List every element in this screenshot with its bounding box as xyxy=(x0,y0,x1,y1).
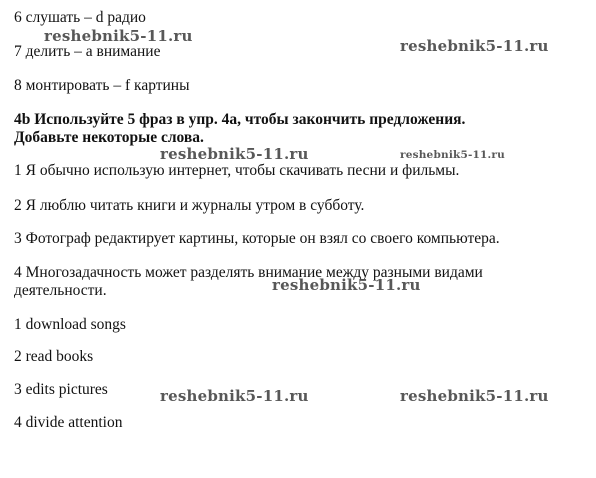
matching-item-6: 6 слушать – d радио xyxy=(14,9,146,26)
watermark: reshebnik5-11.ru xyxy=(44,27,193,45)
matching-item-8: 8 монтировать – f картины xyxy=(14,77,190,94)
task-heading-line-1: 4b Используйте 5 фраз в упр. 4a, чтобы закончить предложения. xyxy=(14,111,466,128)
sentence-4-line-2: деятельности. xyxy=(14,282,107,299)
sentence-3: 3 Фотограф редактирует картины, которые он взял со своего компьютера. xyxy=(14,230,500,247)
task-heading-line-2: Добавьте некоторые слова. xyxy=(14,129,204,146)
answer-4: 4 divide attention xyxy=(14,414,123,431)
watermark: reshebnik5-11.ru xyxy=(272,276,421,294)
sentence-4-line-1: 4 Многозадачность может разделять внимание между разными видами xyxy=(14,264,483,281)
answer-2: 2 read books xyxy=(14,348,94,365)
watermark: reshebnik5-11.ru xyxy=(400,149,505,161)
matching-item-7: 7 делить – a внимание xyxy=(14,43,161,60)
answer-1: 1 download songs xyxy=(14,316,126,333)
watermark: reshebnik5-11.ru xyxy=(400,387,549,405)
sentence-1: 1 Я обычно использую интернет, чтобы скачивать песни и фильмы. xyxy=(14,162,460,179)
answer-3: 3 edits pictures xyxy=(14,381,108,398)
watermark: reshebnik5-11.ru xyxy=(160,145,309,163)
watermark: reshebnik5-11.ru xyxy=(160,387,309,405)
watermark: reshebnik5-11.ru xyxy=(400,37,549,55)
sentence-2: 2 Я люблю читать книги и журналы утром в субботу. xyxy=(14,197,365,214)
